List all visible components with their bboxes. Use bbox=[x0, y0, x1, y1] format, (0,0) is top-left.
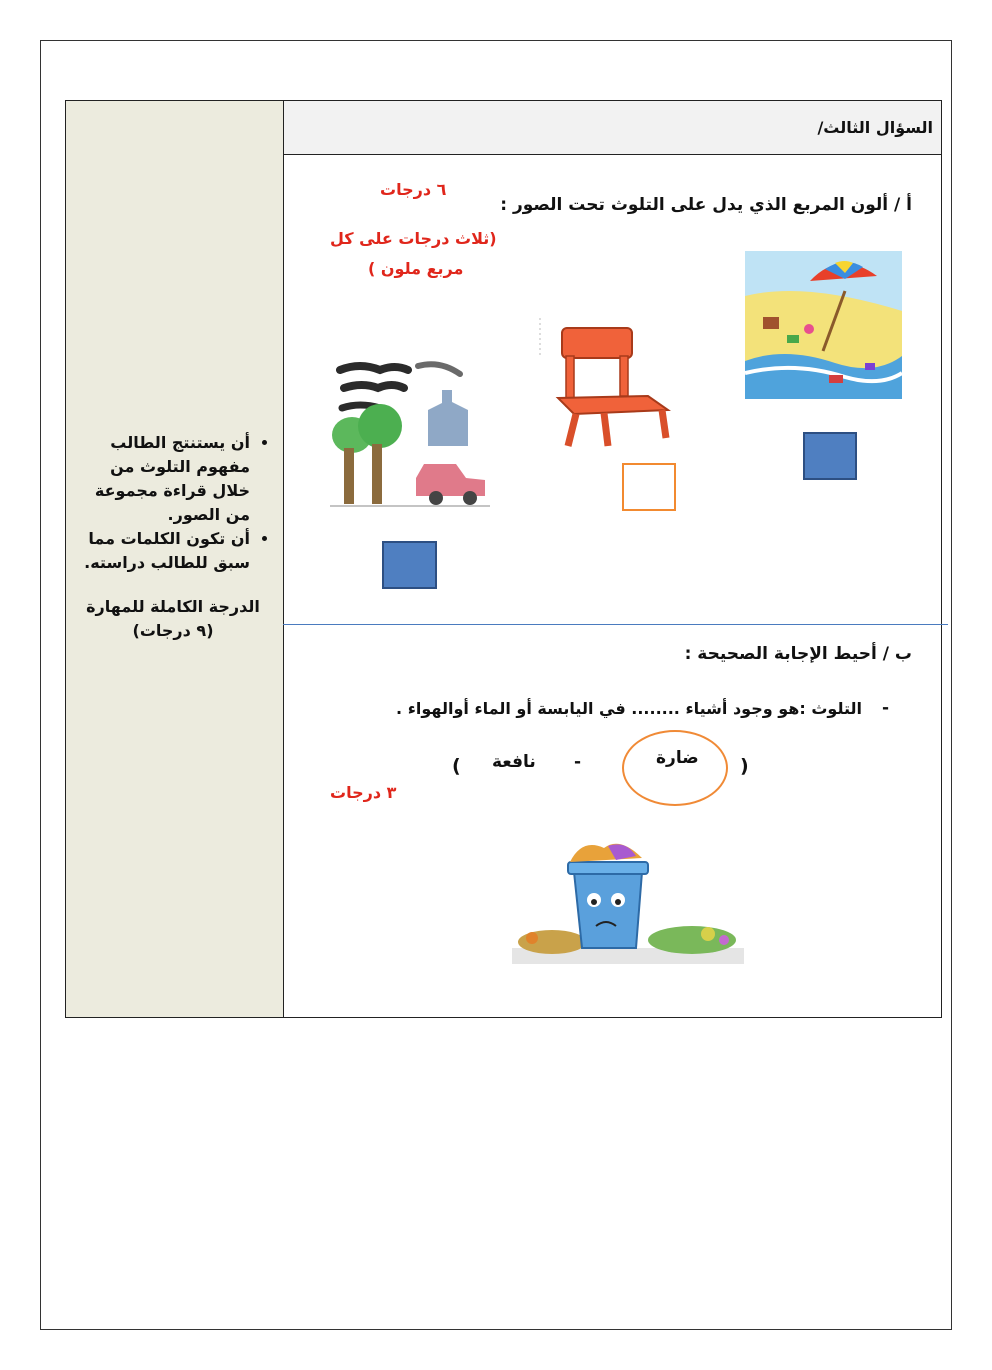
full-grade-line2: (٩ درجات) bbox=[132, 621, 214, 640]
factory-answer-square[interactable] bbox=[382, 541, 437, 589]
polluted-beach-image bbox=[745, 251, 902, 399]
paren-open: ( bbox=[740, 755, 749, 777]
answer-circle[interactable] bbox=[622, 730, 728, 806]
question-table bbox=[65, 100, 942, 1018]
option-separator: - bbox=[574, 752, 582, 772]
part-a-score-note-2: مربع ملون ) bbox=[368, 259, 464, 278]
part-b-instruction: ب / أحيط الإجابة الصحيحة : bbox=[684, 644, 912, 664]
section-divider bbox=[283, 624, 948, 625]
objectives-column bbox=[66, 101, 284, 1017]
trash-bin-image bbox=[512, 830, 744, 964]
objective-item-2: • أن تكون الكلمات مما سبق للطالب دراسته. bbox=[78, 527, 250, 575]
question-header bbox=[284, 101, 941, 155]
part-b-score: ٣ درجات bbox=[330, 783, 397, 802]
part-a-score: ٦ درجات bbox=[380, 180, 447, 199]
definition-sentence: التلوث :هو وجود أشياء ........ في اليابسة أو الماء أوالهواء . bbox=[396, 699, 862, 718]
option-harmful[interactable]: ضارة bbox=[656, 748, 699, 768]
chair-image bbox=[538, 318, 678, 448]
part-a-instruction: أ / ألون المربع الذي يدل على التلوث تحت الصور : bbox=[500, 195, 912, 215]
objectives-notes bbox=[78, 431, 268, 643]
beach-answer-square[interactable] bbox=[803, 432, 857, 480]
part-a-score-note-1: (ثلاث درجات على كل bbox=[330, 229, 497, 248]
factory-smoke-image bbox=[330, 360, 490, 510]
full-grade-line1: الدرجة الكاملة للمهارة bbox=[86, 597, 260, 616]
question-title: السؤال الثالث/ bbox=[817, 118, 933, 137]
objective-item-1: • أن يستنتج الطالب مفهوم التلوث من خلال قراءة مجموعة من الصور. bbox=[78, 431, 250, 527]
chair-answer-square[interactable] bbox=[622, 463, 676, 511]
sentence-dash: - bbox=[882, 698, 890, 718]
option-useful[interactable]: نافعة bbox=[492, 752, 536, 772]
paren-close: ) bbox=[452, 755, 461, 777]
